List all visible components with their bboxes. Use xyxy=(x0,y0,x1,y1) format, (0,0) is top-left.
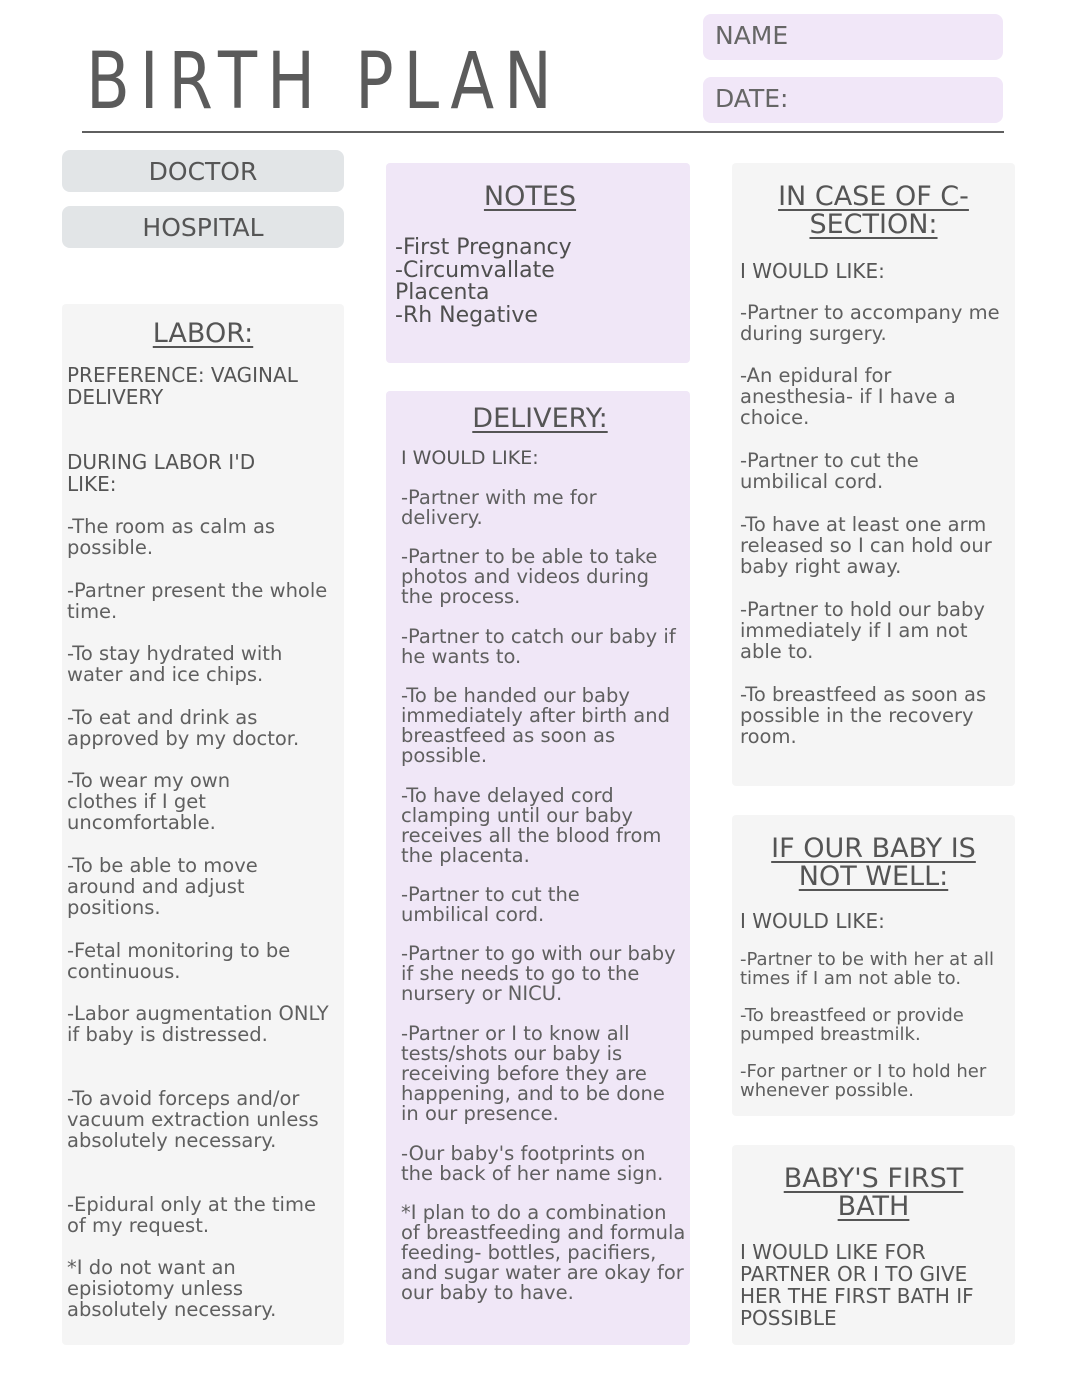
labor-item: -To wear my own clothes if I get uncomfortable. xyxy=(67,769,231,834)
name-label: NAME xyxy=(715,21,789,50)
notes-heading: NOTES xyxy=(483,181,577,212)
labor-item: -Partner present the whole time. xyxy=(67,579,328,623)
delivery-item: -Partner with me for delivery. xyxy=(401,486,597,529)
delivery-item: -To have delayed cord clamping until our baby receives all the blood from the placenta. xyxy=(401,784,662,867)
delivery-item: -Partner to go with our baby if she needs to go to the nursery or NICU. xyxy=(401,942,676,1005)
delivery-item: -Our baby's footprints on the back of her name sign. xyxy=(401,1142,664,1185)
csection-intro: I WOULD LIKE: xyxy=(740,259,885,283)
delivery-item: -Partner to catch our baby if he wants to. xyxy=(401,625,676,668)
csection-item: -An epidural for anesthesia- if I have a choice. xyxy=(740,364,956,429)
notes-section xyxy=(386,163,690,363)
notwell-section xyxy=(732,815,1015,1116)
csection-item: -Partner to accompany me during surgery. xyxy=(740,301,1000,345)
delivery-item: -Partner to be able to take photos and videos during the process. xyxy=(401,545,658,608)
name-field[interactable] xyxy=(703,14,1003,60)
doctor-label: DOCTOR xyxy=(148,157,258,186)
hospital-field[interactable] xyxy=(62,206,344,248)
csection-heading: IN CASE OF C-SECTION: xyxy=(778,181,969,240)
delivery-heading: DELIVERY: xyxy=(472,403,608,434)
bath-section xyxy=(732,1145,1015,1345)
labor-preference: PREFERENCE: VAGINAL DELIVERY xyxy=(67,363,298,409)
notes-item: -Rh Negative xyxy=(395,302,538,328)
delivery-section xyxy=(386,391,690,1345)
delivery-item: -Partner to cut the umbilical cord. xyxy=(401,883,580,926)
date-label: DATE: xyxy=(715,84,789,113)
labor-item: -Epidural only at the time of my request. xyxy=(67,1193,316,1237)
csection-item: -To breastfeed as soon as possible in the recovery room. xyxy=(740,683,987,748)
labor-item: *I do not want an episiotomy unless absolutely necessary. xyxy=(67,1256,277,1321)
notwell-item: -To breastfeed or provide pumped breastmilk. xyxy=(740,1005,964,1045)
csection-item: -To have at least one arm released so I can hold our baby right away. xyxy=(740,513,992,578)
notwell-item: -Partner to be with her at all times if I am not able to. xyxy=(740,949,995,989)
hospital-label: HOSPITAL xyxy=(142,213,264,242)
csection-section xyxy=(732,163,1015,786)
bath-heading: BABY'S FIRST BATH xyxy=(783,1163,964,1222)
labor-heading: LABOR: xyxy=(152,318,254,349)
date-field[interactable] xyxy=(703,77,1003,123)
delivery-intro: I WOULD LIKE: xyxy=(401,447,539,469)
labor-item: -The room as calm as possible. xyxy=(67,515,276,559)
delivery-item: *I plan to do a combination of breastfeeding and formula feeding- bottles, pacifiers, and sugar water are okay for our baby to have. xyxy=(401,1201,686,1304)
notwell-intro: I WOULD LIKE: xyxy=(740,909,885,933)
delivery-item: -To be handed our baby immediately after birth and breastfeed as soon as possible. xyxy=(401,684,670,767)
labor-section xyxy=(62,304,344,1345)
notwell-item: -For partner or I to hold her whenever possible. xyxy=(740,1061,987,1101)
csection-item: -Partner to hold our baby immediately if I am not able to. xyxy=(740,598,985,663)
page-title: BIRTH PLAN xyxy=(86,37,562,127)
header-divider xyxy=(82,131,1004,133)
delivery-item: -Partner or I to know all tests/shots our baby is receiving before they are happening, and to be done in our presence. xyxy=(401,1022,665,1125)
notes-list xyxy=(395,237,655,327)
labor-item: -To be able to move around and adjust positions. xyxy=(67,854,258,919)
notwell-heading: IF OUR BABY IS NOT WELL: xyxy=(771,833,976,892)
labor-item: -Fetal monitoring to be continuous. xyxy=(67,939,291,983)
labor-item: -Labor augmentation ONLY if baby is distressed. xyxy=(67,1002,329,1046)
notes-item: -First Pregnancy xyxy=(395,235,572,260)
labor-item: -To eat and drink as approved by my doctor. xyxy=(67,706,300,750)
bath-text: I WOULD LIKE FOR PARTNER OR I TO GIVE HER THE FIRST BATH IF POSSIBLE xyxy=(740,1240,974,1330)
labor-item: -To avoid forceps and/or vacuum extraction unless absolutely necessary. xyxy=(67,1087,319,1152)
notes-item: -Circumvallate Placenta xyxy=(395,257,555,305)
labor-during: DURING LABOR I'D LIKE: xyxy=(67,450,256,496)
csection-item: -Partner to cut the umbilical cord. xyxy=(740,449,919,493)
doctor-field[interactable] xyxy=(62,150,344,192)
labor-item: -To stay hydrated with water and ice chips. xyxy=(67,642,283,686)
